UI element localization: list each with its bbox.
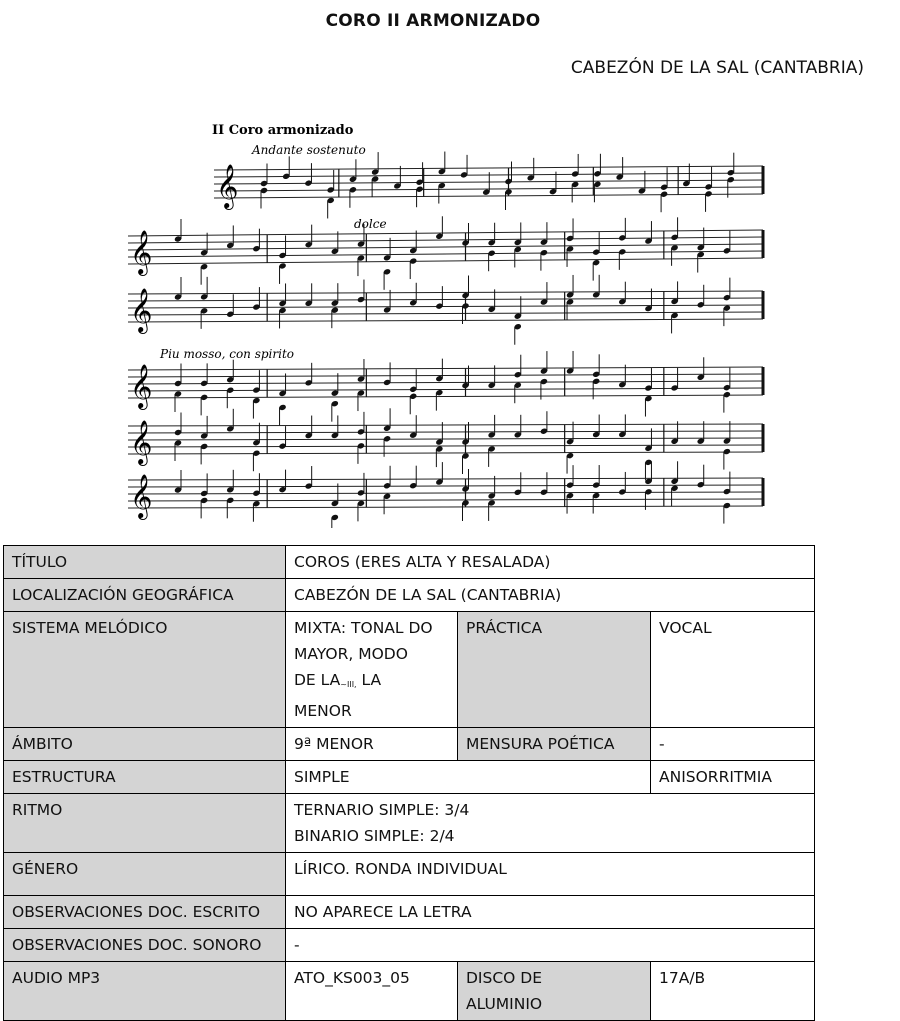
staff-line: [128, 230, 763, 236]
estructura-extra: ANISORRITMIA: [651, 761, 815, 794]
staff-line: [128, 374, 763, 377]
staff-line: [128, 367, 763, 370]
sistema-value: [286, 612, 458, 728]
staff-line: [214, 194, 763, 198]
audio-value: ATO_KS003_05: [286, 962, 458, 1021]
staff-line: [214, 173, 763, 177]
sistema-subscript: ~III,: [340, 680, 357, 689]
estructura-value: SIMPLE: [286, 761, 651, 794]
staff-line: [128, 258, 763, 264]
localizacion-value: CABEZÓN DE LA SAL (CANTABRIA): [286, 579, 815, 612]
staff-line: [128, 291, 763, 294]
treble-clef-icon: 𝄞: [130, 288, 153, 332]
staff-line: [128, 445, 763, 447]
staff-line: [128, 298, 763, 301]
table-row: [4, 612, 815, 728]
staff-line: [128, 499, 763, 501]
staff-line: [128, 244, 763, 250]
obs-escrito-value: NO APARECE LA LETRA: [286, 896, 815, 929]
staff-line: [214, 180, 763, 184]
table-row: [4, 579, 815, 612]
ambito-value: 9ª MENOR: [286, 728, 458, 761]
score-heading: II Coro armonizado: [212, 123, 354, 138]
disco-label-line-2: ALUMINIO: [466, 995, 543, 1013]
obs-sonoro-value: -: [286, 929, 815, 962]
sistema-label: SISTEMA MELÓDICO: [4, 612, 286, 728]
score-section-marking: Piu mosso, con spirito: [160, 347, 295, 361]
staff-line: [128, 478, 763, 480]
staff-line: [128, 438, 763, 440]
obs-escrito-label: OBSERVACIONES DOC. ESCRITO: [4, 896, 286, 929]
titulo-value: COROS (ERES ALTA Y RESALADA): [286, 546, 815, 579]
obs-sonoro-label: OBSERVACIONES DOC. SONORO: [4, 929, 286, 962]
estructura-label: ESTRUCTURA: [4, 761, 286, 794]
table-row: [4, 794, 815, 853]
table-row: [4, 896, 815, 929]
ambito-label: ÁMBITO: [4, 728, 286, 761]
mensura-label: MENSURA POÉTICA: [458, 728, 651, 761]
music-score-image: [118, 108, 778, 528]
audio-label: AUDIO MP3: [4, 962, 286, 1021]
disco-label-line-1: DISCO DE: [466, 969, 543, 987]
practica-label: PRÁCTICA: [458, 612, 651, 728]
ritmo-label: RITMO: [4, 794, 286, 853]
sistema-line-3-text: DE LA: [294, 671, 341, 689]
sistema-line-3-tail: LA: [356, 671, 382, 689]
score-staves: [128, 152, 763, 528]
treble-clef-icon: 𝄞: [130, 474, 153, 518]
staff-line: [128, 424, 763, 426]
genero-value: LÍRICO. RONDA INDIVIDUAL: [286, 853, 815, 896]
sistema-line-4: MENOR: [294, 702, 352, 720]
staff-line: [128, 381, 763, 384]
staff-line: [128, 506, 763, 508]
table-row: [4, 853, 815, 896]
localizacion-label: LOCALIZACIÓN GEOGRÁFICA: [4, 579, 286, 612]
staff-line: [128, 305, 763, 308]
treble-clef-icon: 𝄞: [130, 364, 153, 408]
sistema-line-1: MIXTA: TONAL DO: [294, 619, 433, 637]
treble-clef-icon: 𝄞: [130, 420, 153, 464]
genero-label: GÉNERO: [4, 853, 286, 896]
staff-line: [128, 492, 763, 494]
staff-line: [128, 431, 763, 433]
practica-value: VOCAL: [651, 612, 815, 728]
mensura-value: -: [651, 728, 815, 761]
sistema-line-2: MAYOR, MODO: [294, 645, 408, 663]
staff-line: [128, 237, 763, 243]
table-row: [4, 761, 815, 794]
metadata-table: [3, 545, 815, 1021]
treble-clef-icon: 𝄞: [130, 230, 153, 274]
document-location: CABEZÓN DE LA SAL (CANTABRIA): [570, 58, 864, 78]
titulo-label: TÍTULO: [4, 546, 286, 579]
sistema-line-3: [294, 667, 449, 698]
staff-line: [128, 388, 763, 391]
disco-label: [458, 962, 651, 1021]
table-row: [4, 962, 815, 1021]
staff-line: [128, 319, 763, 322]
document-title: CORO II ARMONIZADO: [325, 11, 541, 31]
table-row: [4, 929, 815, 962]
staff-line: [128, 452, 763, 454]
treble-clef-icon: 𝄞: [216, 164, 239, 208]
score-tempo-marking: Andante sostenuto: [252, 143, 366, 157]
table-row: [4, 728, 815, 761]
disco-value: 17A/B: [651, 962, 815, 1021]
ritmo-line-1: TERNARIO SIMPLE: 3/4: [294, 801, 470, 819]
staff-line: [128, 395, 763, 398]
score-dolce-marking: dolce: [354, 217, 387, 231]
table-row: [4, 546, 815, 579]
ritmo-line-2: BINARIO SIMPLE: 2/4: [294, 827, 455, 845]
ritmo-value: [286, 794, 815, 853]
staff-line: [128, 251, 763, 257]
staff-line: [214, 166, 763, 170]
staff-line: [128, 312, 763, 315]
staff-line: [128, 485, 763, 487]
